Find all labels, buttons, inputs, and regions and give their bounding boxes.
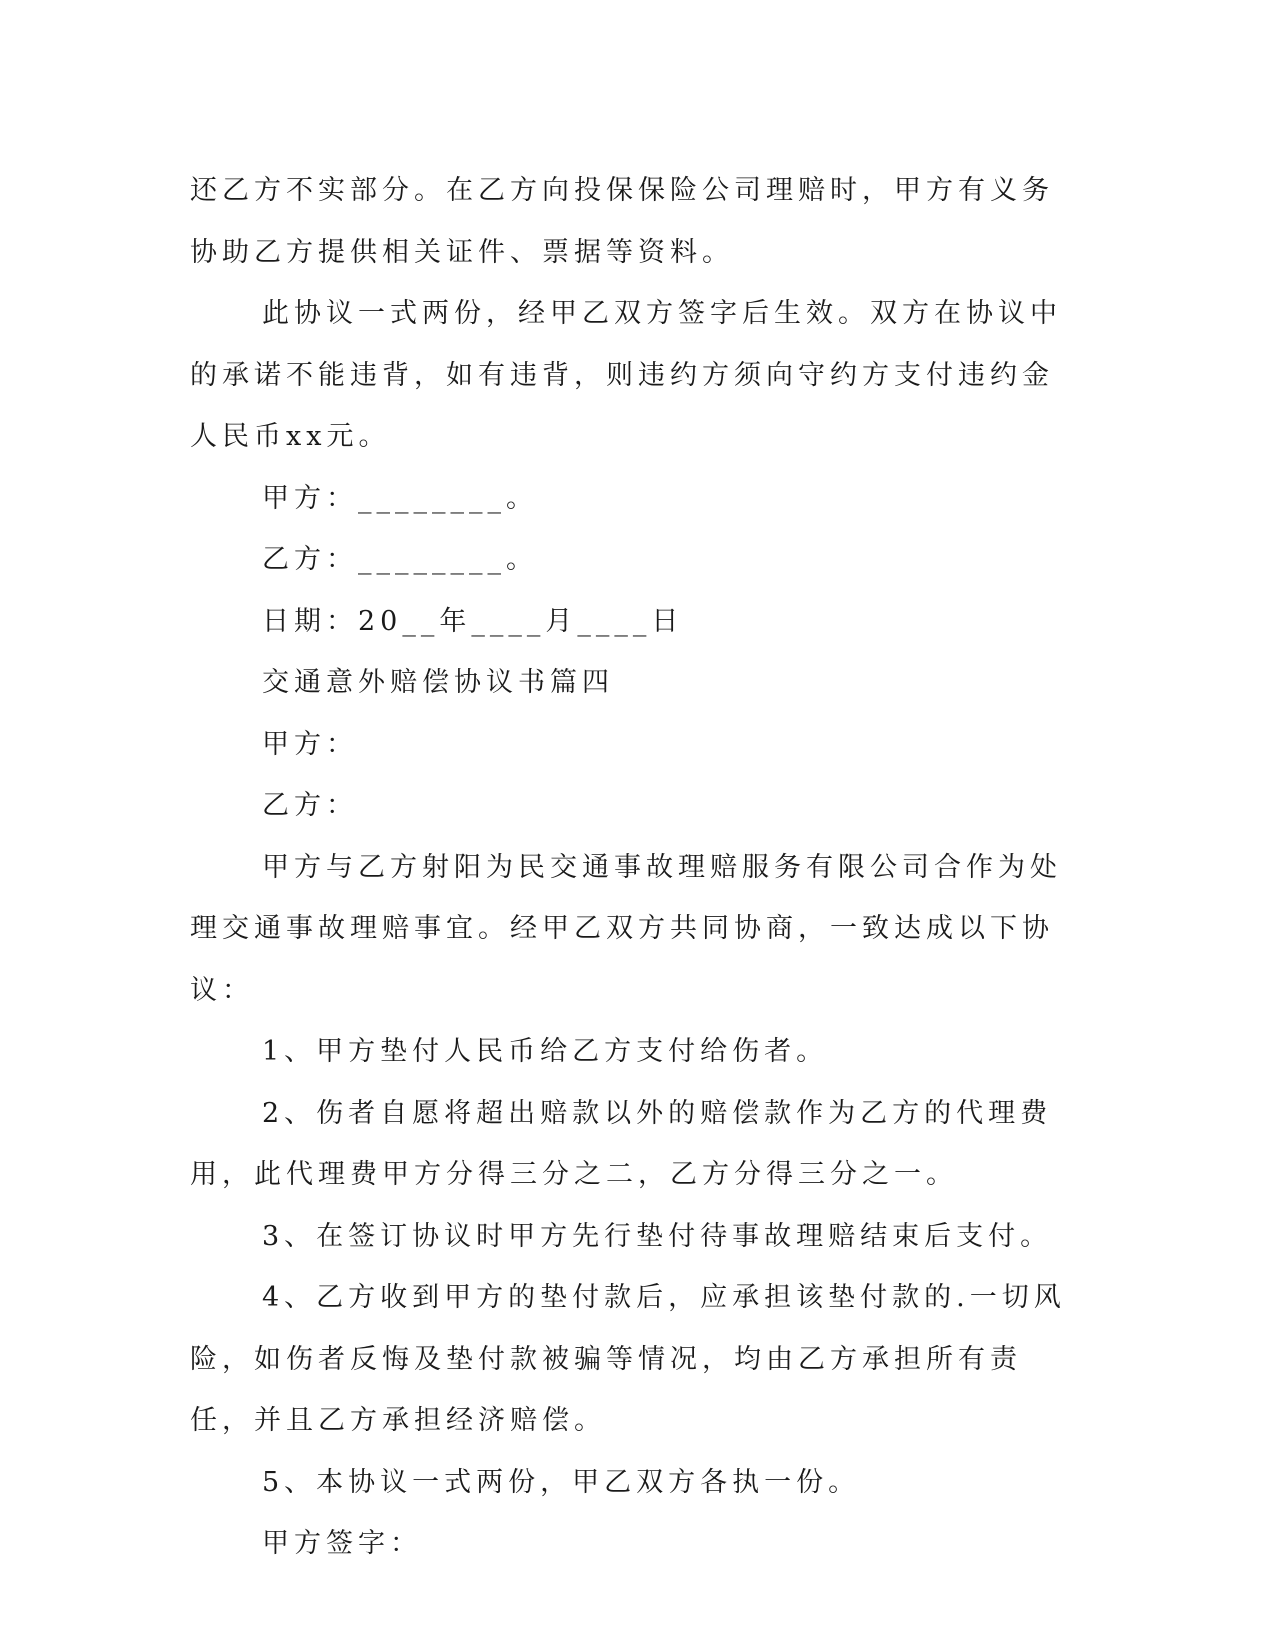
party-a-label: 甲方： — [262, 728, 358, 760]
party-b-signature-line: 乙方：________。 — [262, 544, 538, 575]
clause-3: 3、在签订协议时甲方先行垫付待事故理赔结束后支付。 — [262, 1220, 1053, 1252]
party-a-signature-line: 甲方：________。 — [262, 482, 538, 514]
section-title: 交通意外赔偿协议书篇四 — [262, 667, 614, 698]
party-a-signature-label: 甲方签字： — [262, 1528, 422, 1559]
agreement-intro: 甲方与乙方射阳为民交通事故理赔服务有限公司合作为处理交通事故理赔事宜。经甲乙双方共同协商，一致达成以下协议： — [190, 851, 1062, 1006]
date-line: 日期：20__年____月____日 — [262, 605, 684, 637]
party-b-label: 乙方： — [262, 790, 358, 821]
clause-2: 2、伤者自愿将超出赔款以外的赔偿款作为乙方的代理费用，此代理费甲方分得三分之二，乙方分得三分之一。 — [190, 1097, 1053, 1190]
clause-4: 4、乙方收到甲方的垫付款后，应承担该垫付款的.一切风险，如伤者反悔及垫付款被骗等情况，均由乙方承担所有责任，并且乙方承担经济赔偿。 — [190, 1282, 1066, 1436]
paragraph-continuation: 还乙方不实部分。在乙方向投保保险公司理赔时，甲方有义务协助乙方提供相关证件、票据等资料。 — [190, 175, 1054, 268]
clause-1: 1、甲方垫付人民币给乙方支付给伤者。 — [262, 1036, 829, 1067]
clause-5: 5、本协议一式两份，甲乙双方各执一份。 — [262, 1466, 861, 1498]
document-body — [190, 160, 1085, 1575]
paragraph-copies-clause: 此协议一式两份，经甲乙双方签字后生效。双方在协议中的承诺不能违背，如有违背，则违约方须向守约方支付违约金人民币xx元。 — [190, 298, 1062, 452]
